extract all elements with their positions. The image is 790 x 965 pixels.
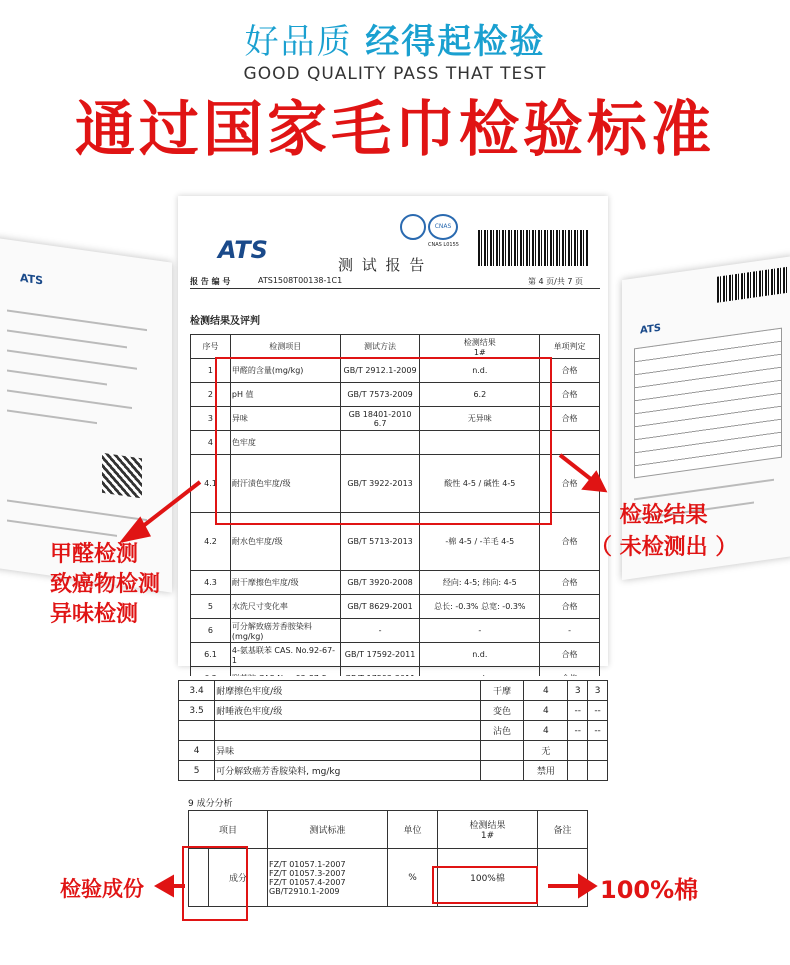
headline-2: GOOD QUALITY PASS THAT TEST	[243, 64, 547, 84]
col-judge: 单项判定	[540, 335, 600, 359]
cell-result: n.d.	[420, 359, 540, 383]
fragment-cell-sub: 干摩	[480, 681, 524, 701]
annotation-cotton: 100%棉	[600, 876, 699, 904]
fragment-cell-b: --	[568, 701, 588, 721]
cell-result: 经向: 4-5; 纬向: 4-5	[420, 571, 540, 595]
col-method: 测试方法	[340, 335, 420, 359]
cell-no: 4	[191, 431, 231, 455]
fragment-cell-no: 3.5	[179, 701, 215, 721]
arrow-bottom-left-head	[158, 878, 172, 894]
fragment-cell-a: 无	[524, 741, 568, 761]
fragment-cell-no: 4	[179, 741, 215, 761]
cell-result: 无异味	[420, 407, 540, 431]
cell-item: 水洗尺寸变化率	[230, 595, 340, 619]
comp-col-remark: 备注	[538, 811, 588, 849]
fragment-cell-sub: 沾色	[480, 721, 524, 741]
annotation-result: 检验结果	[619, 503, 708, 528]
cell-item: 可分解致癌芳香胺染料(mg/kg)	[230, 619, 340, 643]
cell-judge: 合格	[540, 359, 600, 383]
cell-item: 耐汗渍色牢度/级	[230, 455, 340, 513]
cell-item: 4-氨基联苯 CAS. No.92-67-1	[230, 643, 340, 667]
col-no: 序号	[191, 335, 231, 359]
comp-standard-1: FZ/T 01057.1-2007	[269, 859, 346, 869]
fragment-cell-item: 耐唾液色牢度/级	[215, 701, 480, 721]
fragment-cell-b: 3	[568, 681, 588, 701]
comp-standard-4: GB/T2910.1-2009	[269, 886, 340, 896]
col-result-label: 检测结果	[463, 337, 496, 347]
cell-item: 异味	[230, 407, 340, 431]
annotation-composition: 检验成份	[60, 877, 144, 901]
cell-method: GB/T 3922-2013	[340, 455, 420, 513]
comp-col-item: 项目	[189, 811, 268, 849]
headline-3: 通过国家毛巾检验标准	[75, 95, 715, 165]
comp-item: 成分	[209, 849, 268, 907]
annotation-not-detected: （ 未检测出 ）	[590, 535, 738, 560]
cell-result: -	[420, 619, 540, 643]
cell-no: 4.3	[191, 571, 231, 595]
cell-no: 4.2	[191, 513, 231, 571]
cell-no: 6.1	[191, 643, 231, 667]
cell-item: 耐干摩擦色牢度/级	[230, 571, 340, 595]
arrow-left-line	[138, 482, 200, 530]
fragment-cell-item: 异味	[215, 741, 480, 761]
cell-method: GB/T 5713-2013	[340, 513, 420, 571]
cell-judge: 合格	[540, 513, 600, 571]
cell-result: 6.2	[420, 383, 540, 407]
headline-1-b: 经得起检验	[365, 22, 546, 62]
cell-no: 2	[191, 383, 231, 407]
arrow-bottom-right-head	[580, 877, 594, 895]
cell-no: 6	[191, 619, 231, 643]
fragment-cell-a: 4	[524, 721, 568, 741]
cell-result: 酸性 4-5 / 碱性 4-5	[420, 455, 540, 513]
col-result-sub: 1#	[473, 347, 486, 357]
cell-judge: -	[540, 619, 600, 643]
cell-no: 5	[191, 595, 231, 619]
comp-unit: %	[388, 849, 438, 907]
cell-judge: 合格	[540, 643, 600, 667]
fragment-cell-sub: 变色	[480, 701, 524, 721]
comp-col-result-sub: 1#	[480, 831, 495, 841]
cell-no: 3	[191, 407, 231, 431]
report-title: 测 试 报 告	[338, 256, 427, 274]
fragment-cell-a: 4	[524, 701, 568, 721]
cell-result: 总长: -0.3% 总宽: -0.3%	[420, 595, 540, 619]
cell-item: pH 值	[230, 383, 340, 407]
fragment-cell-item: 耐摩擦色牢度/级	[215, 681, 480, 701]
cell-judge: 合格	[540, 595, 600, 619]
cell-no: 1	[191, 359, 231, 383]
comp-standard-3: FZ/T 01057.4-2007	[269, 877, 346, 887]
cell-judge: 合格	[540, 407, 600, 431]
cell-method: GB/T 7573-2009	[340, 383, 420, 407]
fragment-cell-b: --	[568, 721, 588, 741]
comp-col-unit: 单位	[388, 811, 438, 849]
fragment-cell-c: 3	[588, 681, 608, 701]
report-label: 报 告 编 号	[190, 277, 231, 286]
headline-1-a: 好品质	[244, 22, 353, 62]
fragment-cell-a: 禁用	[524, 761, 568, 781]
cell-judge: 合格	[540, 455, 600, 513]
cnas-code: CNAS L0155	[428, 242, 459, 248]
comp-result: 100%棉	[438, 849, 538, 907]
cell-result: n.d.	[420, 643, 540, 667]
annotation-formaldehyde: 甲醛检测	[50, 542, 139, 567]
cell-result: -棉 4-5 / -羊毛 4-5	[420, 513, 540, 571]
composition-title: 9 成分分析	[188, 799, 233, 809]
fragment-cell-a: 4	[524, 681, 568, 701]
fragment-cell-c: --	[588, 721, 608, 741]
comp-standard-2: FZ/T 01057.3-2007	[269, 868, 346, 878]
cell-method: GB/T 17592-2011	[340, 643, 420, 667]
section-title: 检测结果及评判	[190, 316, 260, 327]
cell-item: 色牢度	[230, 431, 340, 455]
side-logo-right: ATS	[640, 322, 661, 337]
col-item: 检测项目	[230, 335, 340, 359]
side-logo-left: ATS	[20, 271, 44, 288]
ats-logo: ATS	[218, 236, 268, 264]
cnas-badge: CNAS	[428, 214, 458, 240]
comp-col-result-label: 检测结果	[469, 821, 506, 831]
fragment-cell-c: --	[588, 701, 608, 721]
page-indicator: 第 4 页/共 7 页	[528, 277, 584, 286]
report-number: ATS1508T00138-1C1	[258, 276, 343, 285]
cell-judge: 合格	[540, 571, 600, 595]
cell-judge: 合格	[540, 383, 600, 407]
cell-method: -	[340, 619, 420, 643]
fragment-cell-no: 5	[179, 761, 215, 781]
cell-method: GB/T 8629-2001	[340, 595, 420, 619]
annotation-odor: 异味检测	[50, 602, 139, 627]
comp-col-standard: 测试标准	[268, 811, 388, 849]
cell-no: 4.1	[191, 455, 231, 513]
cell-item: 耐水色牢度/级	[230, 513, 340, 571]
cell-item: 甲醛的含量(mg/kg)	[230, 359, 340, 383]
arrow-right-line	[560, 455, 592, 480]
fragment-cell-item: 可分解致癌芳香胺染料, mg/kg	[215, 761, 480, 781]
fragment-cell-no: 3.4	[179, 681, 215, 701]
annotation-carcinogen: 致癌物检测	[50, 572, 161, 597]
cell-method: GB/T 3920-2008	[340, 571, 420, 595]
cell-method: GB 18401-2010 6.7	[340, 407, 420, 431]
cell-method: GB/T 2912.1-2009	[340, 359, 420, 383]
